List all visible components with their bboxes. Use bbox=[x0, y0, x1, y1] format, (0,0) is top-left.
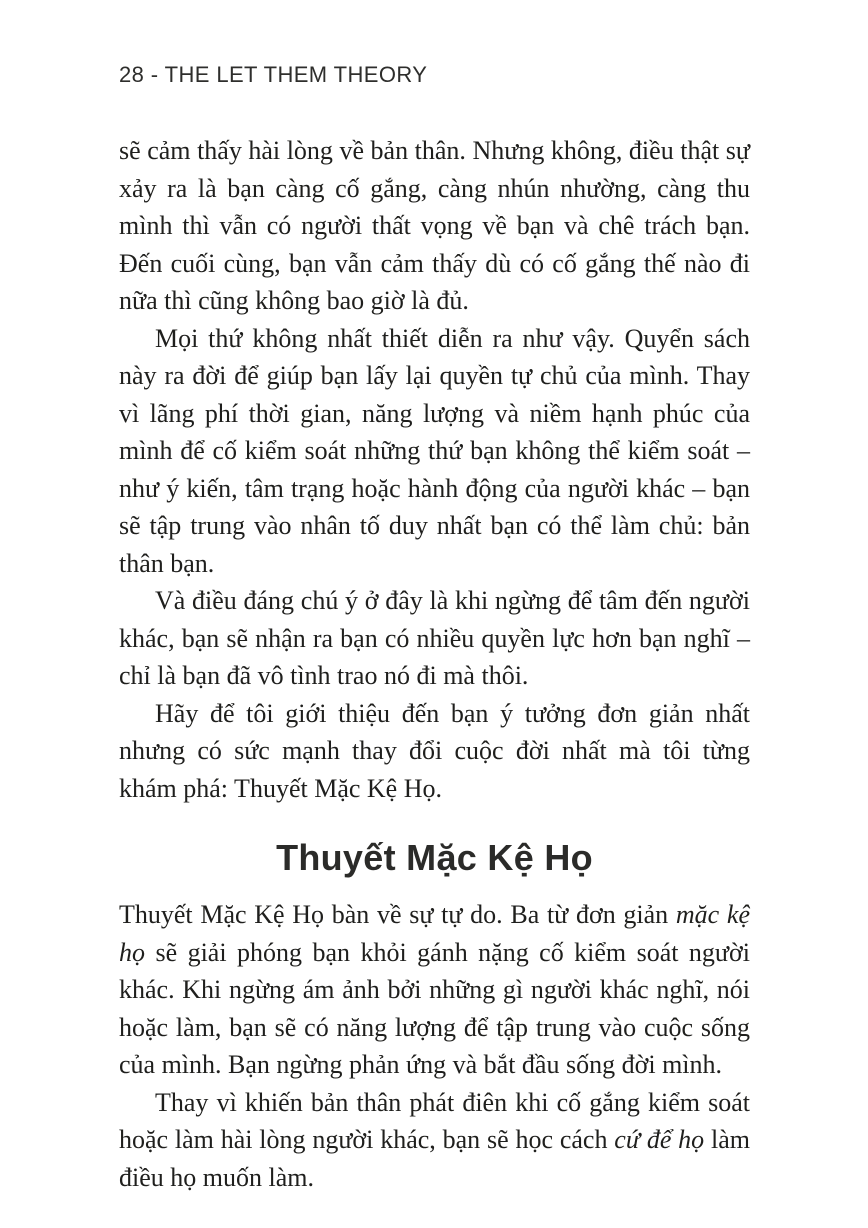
paragraph bbox=[119, 896, 750, 1084]
running-header bbox=[119, 62, 750, 88]
text-run: Thay vì khiến bản thân phát điên khi cố gắng kiểm soát hoặc làm hài lòng người khác, bạn sẽ học cách bbox=[119, 1087, 750, 1154]
text-run: Mọi thứ không nhất thiết diễn ra như vậy. Quyển sách này ra đời để giúp bạn lấy lại quyền tự chủ của mình. Thay vì lãng phí thời gian, năng lượng và niềm hạnh phúc của mình để cố kiểm soát những thứ bạn không thể kiểm soát – như ý kiến, tâm trạng hoặc hành động của người khác – bạn sẽ tập trung vào nhân tố duy nhất bạn có thể làm chủ: bản thân bạn. bbox=[119, 323, 750, 578]
body-text bbox=[119, 132, 750, 1196]
section-heading: Thuyết Mặc Kệ Họ bbox=[276, 837, 593, 878]
paragraph bbox=[119, 695, 750, 808]
text-run: sẽ cảm thấy hài lòng về bản thân. Nhưng không, điều thật sự xảy ra là bạn càng cố gắng, càng nhún nhường, càng thu mình thì vẫn có người thất vọng về bạn và chê trách bạn. Đến cuối cùng, bạn vẫn cảm thấy dù có cố gắng thế nào đi nữa thì cũng không bao giờ là đủ. bbox=[119, 136, 750, 315]
text-run: Và điều đáng chú ý ở đây là khi ngừng để tâm đến người khác, bạn sẽ nhận ra bạn có nhiều quyền lực hơn bạn nghĩ – chỉ là bạn đã vô tình trao nó đi mà thôi. bbox=[119, 586, 750, 690]
paragraph bbox=[119, 132, 750, 320]
running-header-text: 28 - THE LET THEM THEORY bbox=[119, 62, 428, 87]
italic-phrase: cứ để họ bbox=[614, 1125, 705, 1154]
text-run: Thuyết Mặc Kệ Họ bàn về sự tự do. Ba từ đơn giản bbox=[119, 900, 676, 929]
paragraph bbox=[119, 320, 750, 583]
text-run: làm điều họ muốn làm. bbox=[119, 1125, 750, 1192]
paragraph bbox=[119, 1084, 750, 1197]
text-run: sẽ giải phóng bạn khỏi gánh nặng cố kiểm soát người khác. Khi ngừng ám ảnh bởi những gì người khác nghĩ, nói hoặc làm, bạn sẽ có năng lượng để tập trung vào cuộc sống của mình. Bạn ngừng phản ứng và bắt đầu sống đời mình. bbox=[119, 937, 750, 1079]
paragraph bbox=[119, 582, 750, 695]
italic-phrase: mặc kệ họ bbox=[119, 900, 750, 967]
text-run: Hãy để tôi giới thiệu đến bạn ý tưởng đơn giản nhất nhưng có sức mạnh thay đổi cuộc đời nhất mà tôi từng khám phá: Thuyết Mặc Kệ Họ. bbox=[119, 698, 750, 803]
